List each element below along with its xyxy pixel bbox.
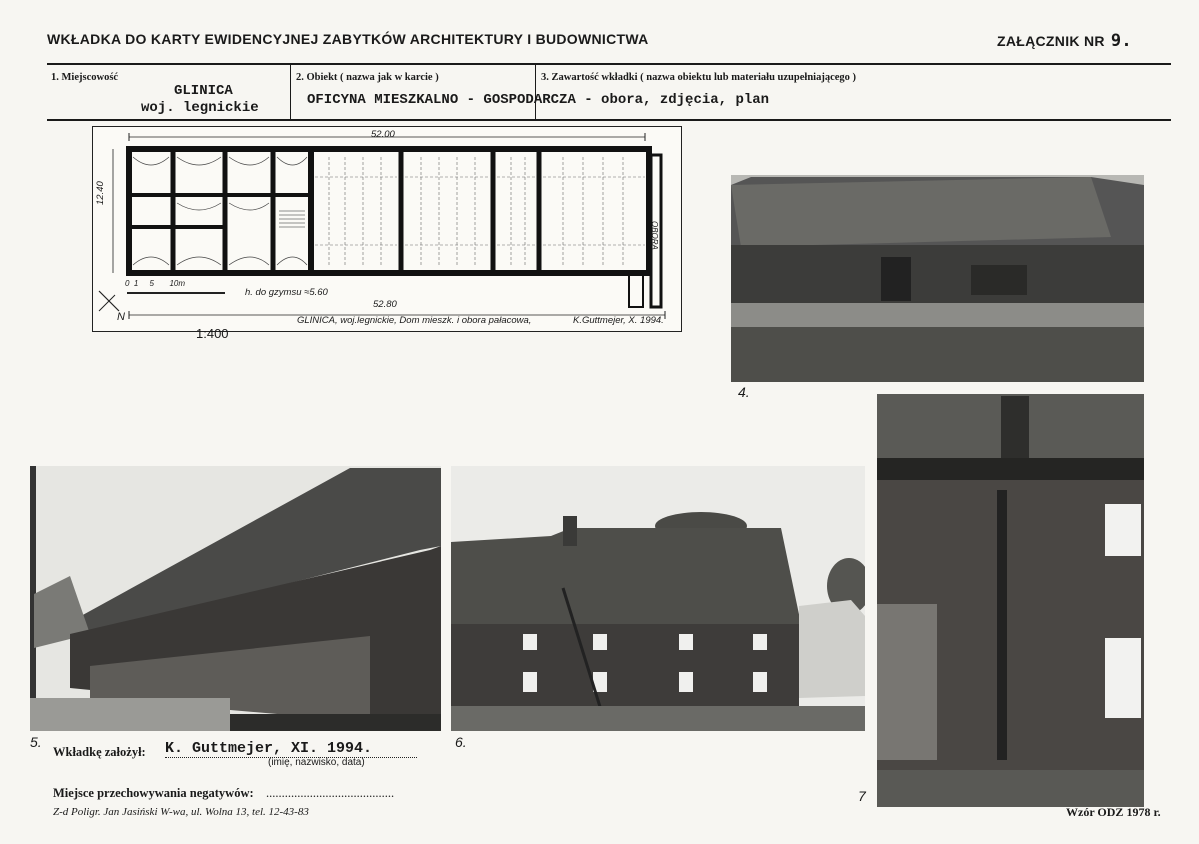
plan-north: N <box>117 311 125 323</box>
photo-5 <box>30 466 441 731</box>
object-label: 2. Obiekt ( nazwa jak w karcie ) <box>296 72 439 83</box>
founder-field <box>165 739 417 758</box>
annex-label <box>997 31 1132 51</box>
photo-7 <box>877 394 1144 807</box>
photo-4-image <box>731 175 1144 382</box>
photo-4 <box>731 175 1144 382</box>
plan-author: K.Guttmejer, X. 1994. <box>573 315 664 326</box>
form-model: Wzór ODZ 1978 r. <box>1066 805 1161 819</box>
plan-obora-label: OBORA <box>650 221 659 250</box>
founder-value: K. Guttmejer, XI. 1994. <box>165 740 373 757</box>
founder-hint: (imię, nazwisko, data) <box>268 757 365 768</box>
top-rule <box>47 63 1171 65</box>
photo-6-number: 6. <box>455 734 467 750</box>
printer-imprint: Z-d Poligr. Jan Jasiński W-wa, ul. Wolna 13, tel. 12-43-83 <box>53 806 309 818</box>
plan-scale: 1:400 <box>196 326 229 341</box>
plan-dim-side: 12.40 <box>95 181 106 205</box>
photo-6-image <box>451 466 865 731</box>
photo-7-number: 7 <box>858 788 866 804</box>
bottom-rule <box>47 119 1171 121</box>
locality-label: 1. Miejscowość <box>51 72 119 83</box>
object-value: OFICYNA MIESZKALNO - GOSPODARCZA - obora, zdjęcia, plan <box>307 92 770 108</box>
photo-7-image <box>877 394 1144 807</box>
voivodeship-value: woj. legnickie <box>141 100 259 116</box>
plan-scale-bar: 0 1 5 10m <box>125 279 186 288</box>
founder-label: Wkładkę założył: <box>53 745 146 759</box>
contents-label: 3. Zawartość wkładki ( nazwa obiektu lub materiału uzupełniającego ) <box>541 72 857 83</box>
plan-dim-bottom: 52.80 <box>373 299 397 310</box>
plan-dim-top: 52.00 <box>371 129 395 140</box>
plan-eaves-height: h. do gzymsu ≈5.60 <box>245 287 328 298</box>
floor-plan <box>92 126 682 332</box>
field-divider-1 <box>290 65 291 119</box>
photo-6 <box>451 466 865 731</box>
annex-label-text: ZAŁĄCZNIK NR <box>997 33 1105 49</box>
photo-5-image <box>30 466 441 731</box>
form-title: WKŁADKA DO KARTY EWIDENCYJNEJ ZABYTKÓW ARCHITEKTURY I BUDOWNICTWA <box>47 31 649 47</box>
annex-number: 9. <box>1110 31 1132 51</box>
locality-value: GLINICA <box>174 83 233 99</box>
photo-4-number: 4. <box>738 384 750 400</box>
negatives-label: Miejsce przechowywania negatywów: <box>53 786 254 800</box>
negatives-value: ......................................... <box>266 786 395 800</box>
photo-5-number: 5. <box>30 734 42 750</box>
plan-caption: GLINICA, woj.legnickie, Dom mieszk. i obora pałacowa, <box>297 315 532 326</box>
